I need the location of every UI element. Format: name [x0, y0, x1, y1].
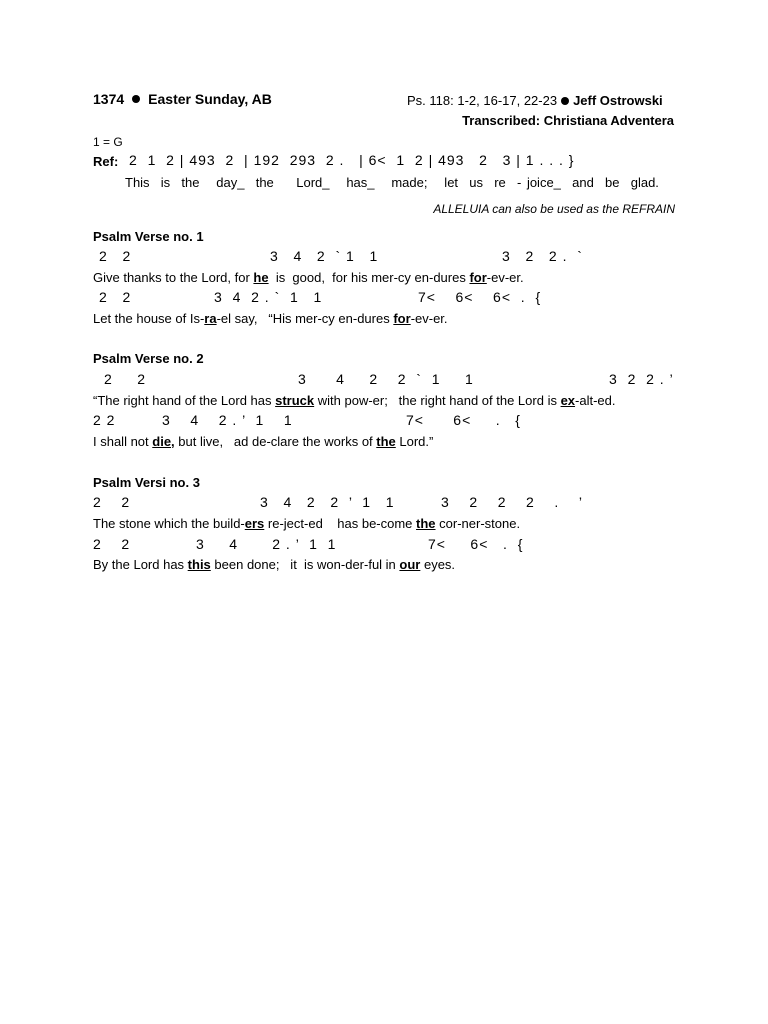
verse-notes: 3 4 2 2 ` 1 1 [298, 371, 474, 387]
verse-notes: 2 2 [104, 371, 147, 387]
verse-notes: 3 2 2 2 . ’ [441, 494, 583, 510]
lyric-text: Give thanks to the Lord, for [93, 270, 254, 285]
accent-syllable: die, [152, 434, 175, 449]
lyric-text: -ev-er. [486, 270, 524, 285]
verse-notes: 7< 6< . { [428, 536, 524, 552]
lyric-text: By the Lord has [93, 557, 188, 572]
accent-syllable: this [187, 557, 211, 572]
refrain-note: ALLELUIA can also be used as the REFRAIN [433, 202, 675, 216]
lyric-text: Lord.” [395, 434, 434, 449]
psalm-credit [407, 94, 663, 107]
verse-notes: 3 2 2 . ’ [609, 371, 674, 387]
verse-notes: 2 2 [93, 494, 131, 510]
key-signature: 1 = G [93, 135, 123, 149]
verse-notes: 3 4 2 . ’ 1 1 [196, 536, 337, 552]
psalm-reference: Ps. 118: 1-2, 16-17, 22-23 [407, 93, 558, 108]
verse-notes: 3 4 2 . ’ 1 1 [162, 412, 293, 428]
verse-title: Psalm Versi no. 3 [93, 475, 200, 490]
verse-notes: 2 2 [99, 289, 132, 305]
verse-lyrics [93, 271, 524, 284]
lyric-text: cor-ner-stone. [435, 516, 521, 531]
composer-name: Jeff Ostrowski [573, 93, 663, 108]
accent-syllable: ex [560, 393, 576, 408]
verse-title: Psalm Verse no. 2 [93, 351, 204, 366]
lyric-text: eyes. [420, 557, 456, 572]
verse-lyrics [93, 435, 433, 448]
lyric-text: is good, for his mer-cy en-dures [268, 270, 470, 285]
hymn-occasion: Easter Sunday, AB [148, 91, 272, 107]
verse-notes: 2 2 [93, 412, 116, 428]
lyric-text: -ev-er. [410, 311, 448, 326]
verse-notes: 7< 6< 6< . { [418, 289, 542, 305]
verse-notes: 2 2 [93, 536, 131, 552]
lyric-text: The stone which the build- [93, 516, 245, 531]
refrain-notes: 2 1 2 | 493 2 | 192 293 2 . | 6< 1 2 | 493 2 3 | 1 . . . } [129, 152, 575, 168]
verse-title: Psalm Verse no. 1 [93, 229, 204, 244]
verse-notes: 3 4 2 ` 1 1 [270, 248, 379, 264]
accent-syllable: for [469, 270, 487, 285]
lyric-text: -alt-ed. [575, 393, 616, 408]
verse-notes: 7< 6< . { [406, 412, 521, 428]
verse-notes: 3 4 2 2 ’ 1 1 [260, 494, 395, 510]
lyric-text: with pow-er; the right hand of the Lord is [314, 393, 561, 408]
bullet-icon [132, 95, 140, 103]
accent-syllable: for [393, 311, 411, 326]
lyric-text: “The right hand of the Lord has [93, 393, 276, 408]
verse-notes: 3 4 2 . ` 1 1 [214, 289, 323, 305]
accent-syllable: the [416, 516, 436, 531]
bullet-icon [561, 97, 569, 105]
lyric-text: been done; it is won-der-ful in [210, 557, 400, 572]
accent-syllable: he [253, 270, 269, 285]
accent-syllable: ra [204, 311, 217, 326]
verse-lyrics [93, 517, 520, 530]
lyric-text: -el say, “His mer-cy en-dures [216, 311, 394, 326]
verse-lyrics [93, 394, 616, 407]
accent-syllable: struck [275, 393, 315, 408]
accent-syllable: ers [244, 516, 265, 531]
lyric-text: re-ject-ed has be-come [264, 516, 417, 531]
verse-notes: 3 2 2 . ` [502, 248, 583, 264]
hymn-title [93, 92, 272, 106]
verse-lyrics [93, 312, 448, 325]
refrain-label: Ref: [93, 154, 119, 169]
accent-syllable: the [376, 434, 396, 449]
transcriber-credit: Transcribed: Christiana Adventera [462, 113, 674, 128]
hymn-number: 1374 [93, 91, 125, 107]
verse-notes: 2 2 [99, 248, 132, 264]
lyric-text: but live, ad de-clare the works of [174, 434, 377, 449]
lyric-text: I shall not [93, 434, 153, 449]
lyric-text: Let the house of Is- [93, 311, 205, 326]
verse-lyrics [93, 558, 455, 571]
refrain-lyrics: This is the day_ the Lord_ has_ made; let us re - joice_ and be glad. [125, 175, 659, 190]
accent-syllable: our [399, 557, 421, 572]
